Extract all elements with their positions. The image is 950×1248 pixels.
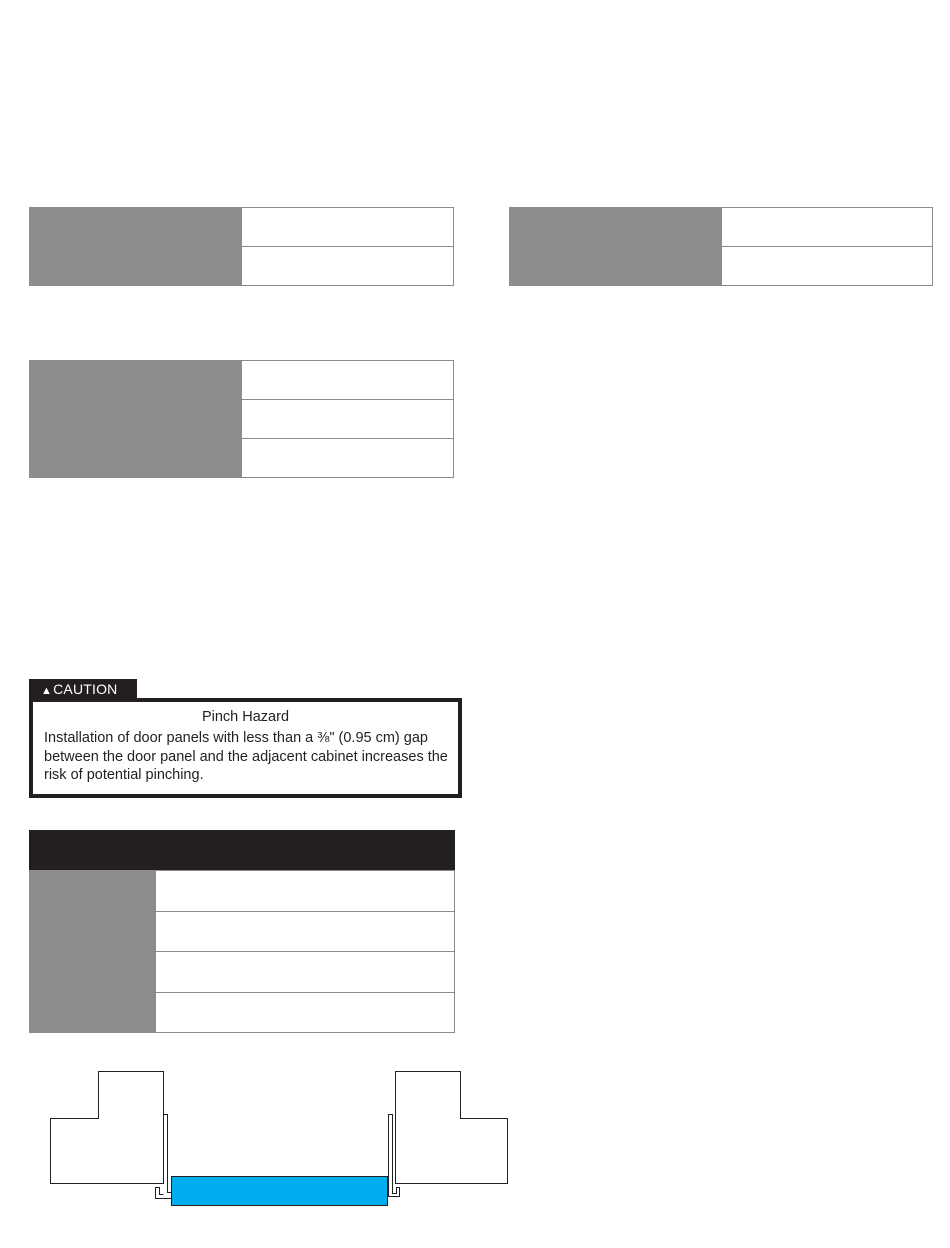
door-panel <box>172 1177 388 1206</box>
table-row <box>30 400 454 439</box>
right-cabinet <box>396 1072 508 1184</box>
table-header-bar <box>29 830 455 871</box>
caution-title: Pinch Hazard <box>201 709 290 725</box>
table-row <box>30 361 454 400</box>
door-panel-gap-diagram <box>40 1060 520 1220</box>
spec-table-top-right <box>509 207 933 286</box>
table-row <box>30 912 455 952</box>
caution-box <box>29 698 462 798</box>
table-row <box>30 871 455 912</box>
warning-triangle-icon: ▲ <box>41 685 53 697</box>
table-row <box>510 247 933 286</box>
table-row <box>30 247 454 286</box>
left-cabinet <box>51 1072 164 1184</box>
table-row <box>30 993 455 1033</box>
spec-table-bottom <box>29 870 455 1033</box>
spec-table-middle <box>29 360 454 478</box>
caution-label <box>29 679 137 699</box>
spec-table-top-left <box>29 207 454 286</box>
table-row <box>30 952 455 993</box>
right-hinge-bracket <box>389 1115 400 1197</box>
table-row <box>510 208 933 247</box>
caution-label-text: CAUTION <box>53 681 118 697</box>
table-row <box>30 208 454 247</box>
table-row <box>30 439 454 478</box>
caution-text: Installation of door panels with less than a ⅜" (0.95 cm) gap between the door panel and the adjacent cabinet increases the risk of potential pinching. <box>44 730 448 783</box>
